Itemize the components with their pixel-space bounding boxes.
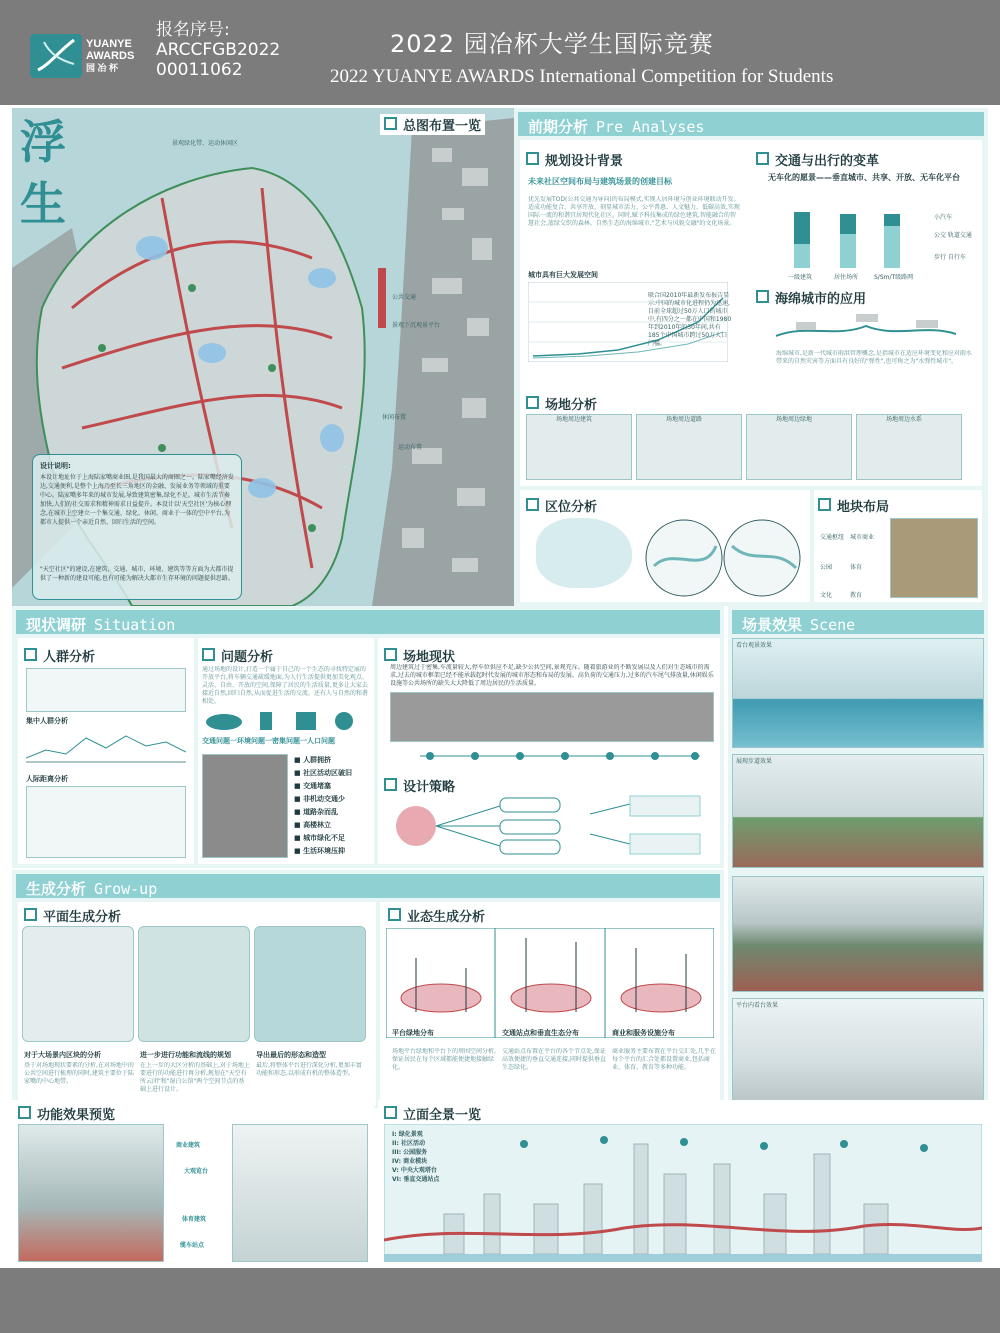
biz-gen-text: 交通站点布置在平台的各个节点处,保证高效便捷的垂直交通连接,同时提供垂直生态绿化。	[502, 1048, 606, 1071]
plan-gen-text: 基于对场地现状要素的分析,在对场地中的公共空间进行梳理的同时,建筑主要位于陆家嘴的中心地带。	[24, 1062, 134, 1085]
scene-image-3	[732, 876, 984, 992]
function-panel	[12, 1100, 374, 1266]
scene-caption: 展现步道效果	[736, 758, 773, 765]
problem-icons	[204, 708, 364, 732]
pre-analyses-panel	[514, 108, 988, 606]
title-cn: 2022 园冶杯大学生国际竞赛	[390, 30, 714, 58]
traffic-legend: 步行 自行车	[934, 254, 966, 261]
growth-title: 城市具有巨大发展空间	[528, 271, 598, 279]
site-plan-title: 总图布置一览	[380, 114, 485, 135]
biz-gen-text: 场地平台绿地和平台下的周围空间分析,保证居民在每个区域都能便捷地接触绿化。	[392, 1048, 496, 1071]
function-image-2	[232, 1124, 368, 1262]
situation-bar: 现状调研 Situation	[16, 610, 720, 634]
function-image-1	[18, 1124, 164, 1262]
design-note: 设计说明: 本设计地址位于上海陆家嘴商业圈,是我国最大的商圈之一。陆家嘴经济发达,交通便利,是整个上海乃至长三角地区的金融、发展业务等领域的重要中心。陆家嘴多年来的城市发展,导致建筑密集,绿化不足。城市生活节奏加快,人们的社交需求和精神需求日益提升。本设计以'天空社区'为核心理念,在城市上空建立一个集交通、绿化、休闲、商业于一体的空中平台,为都市人提供一个亲近自然、回归生活的空间。 "天空社区"的建设,在建筑、交通、城市、环境、建筑等等方面为大都市提供了一种新的建设可能,也有可能为解决大都市生存环境的问题提供思路。	[32, 454, 242, 600]
scene-image-1	[732, 638, 984, 748]
bg-subtitle: 未来社区空间布局与建筑场景的创建目标	[528, 177, 672, 186]
growth-text: 联合国2010年最新发布报告显示:中国的城市化进程仍为迅速,目前全球超过50万人口的城市中,有四分之一都在中国和1980年到2010年的30年间,共有185个中国城市跨过50万人口门槛。	[648, 292, 732, 347]
location-circles	[644, 516, 804, 600]
scene-bar: 场景效果 Scene	[732, 610, 984, 634]
biz-gen-title: 业态生成分析	[388, 906, 485, 925]
title-glyphs: 浮 生	[20, 115, 66, 231]
plan-gen-image-1	[22, 926, 134, 1042]
plan-gen-image-3	[254, 926, 366, 1042]
function-title: 功能效果预览	[18, 1104, 115, 1123]
site-caption: 场地周边道路	[666, 416, 703, 423]
traffic-bar-chart	[784, 208, 924, 276]
site-status-title: 场地现状	[384, 646, 455, 665]
crowd-title: 人群分析	[24, 646, 95, 665]
china-map	[536, 518, 632, 588]
strategy-title: 设计策略	[384, 776, 455, 795]
site-status-text: 周边建筑过于密集,车流量较大,停车位供应不足,缺少公共空间,景观充斥。随着旅游业的不断发展以及人们对生态城市的需求,过去的城市框架已经不能承载起时代发展的城市形态和布局的发展。高负荷的交通压力,过多的汽车尾气排放量,休闲娱乐设施等公共场所的缺失大大降低了周边居民的生活质量。	[390, 664, 714, 687]
crowd-diagram	[26, 668, 186, 712]
crowd-time-chart	[26, 728, 186, 768]
traffic-legend: 公交 轨道交通	[934, 232, 972, 239]
strategy-mindmap	[390, 794, 714, 858]
problem-title: 问题分析	[202, 646, 273, 665]
traffic-legend: 小汽车	[934, 214, 953, 221]
elevation-title: 立面全景一览	[384, 1104, 481, 1123]
plan-gen-caption: 对于大场景内区块的分析	[24, 1051, 101, 1059]
biz-gen-diagrams	[386, 928, 714, 1038]
scene-caption: 看台观景效果	[736, 642, 773, 649]
map-label: 运动布置	[398, 444, 423, 451]
distance-diagram	[26, 786, 186, 858]
logo-text: YUANYE AWARDS 园 冶 杯	[86, 38, 135, 73]
block-label: 交通枢纽	[820, 534, 845, 541]
map-label: 景观下沉观景平台	[392, 322, 441, 329]
bg-title: 规划设计背景	[526, 150, 623, 169]
block-label: 文化	[820, 592, 833, 599]
sponge-text: 海绵城市,是新一代城市雨洪管理概念,是指城市在适应环境变化和应对雨水带来的自然灾害等方面具有良好的"弹性",也可称之为"水弹性城市"。	[776, 350, 972, 365]
map-label: 景观绿化带、运动休闲区	[172, 140, 239, 147]
situation-panel	[12, 606, 724, 868]
pre-analyses-bar: 前期分析 Pre Analyses	[518, 112, 984, 136]
map-label: 休闲布置	[382, 414, 407, 421]
map-label: 公共交通	[392, 294, 417, 301]
plan-gen-title: 平面生成分析	[24, 906, 121, 925]
site-plan-panel	[12, 108, 514, 606]
block-label: 教育	[850, 592, 863, 599]
plan-gen-text: 在上一步的大区分析的基础上,对于场地上要进行的功能进行再分析,规划在"天空有所云闭"和"湿白公馆"两个空间节点的基础上进行设计。	[140, 1062, 250, 1093]
scene-panel	[728, 606, 988, 1108]
title-en: 2022 YUANYE AWARDS International Competition for Students	[330, 66, 834, 87]
footer	[0, 1268, 1000, 1333]
block-title: 地块布局	[818, 496, 889, 515]
plan-gen-caption: 进一步进行功能和流线的规划	[140, 1051, 231, 1059]
header	[0, 0, 1000, 105]
scene-caption: 平台内看台效果	[736, 1002, 779, 1009]
plan-gen-text: 最后,将整体平台进行深化分析,更加丰富功能和形态,以形成有机的整体造型。	[256, 1062, 362, 1077]
bg-text: 优先发展TOD(公共交通为导向)的布局模式,实现人居环境与创业环境联动开发。适成功能复合、共享开放、刻显城市活力、公平普惠、人文魅力、低碳高效,实现国际一流的和谐宜居现代化社区。同时,赋予科技集成的绿色建筑,智能融合的智慧社会,蓝绿交织的森林、自然生态的海绵城市,"艺术与风貌交融"的文化场景。	[528, 196, 740, 227]
function-label: 体育建筑	[182, 1216, 207, 1223]
logo-mark-icon	[30, 34, 82, 78]
biz-gen-caption: 商业和服务设施分布	[612, 1029, 675, 1037]
timeline	[420, 746, 700, 766]
scene-image-2	[732, 754, 984, 868]
function-label: 商业建筑	[176, 1142, 201, 1149]
site-caption: 场地周边绿地	[776, 416, 813, 423]
function-label: 大观览台	[184, 1168, 209, 1175]
grow-bar: 生成分析 Grow-up	[16, 874, 720, 898]
site-caption: 场地周边建筑	[556, 416, 593, 423]
traffic-bar-label: 一级建筑	[788, 274, 813, 281]
site-analysis-title: 场地分析	[526, 394, 597, 413]
plan-gen-image-2	[138, 926, 250, 1042]
problem-text: 通过场地的设计,打造一个属于自己的一个生态的寻找特定展的开放平台,将车辆交通疏缓地面,为人行生活提供更加美化观点、灵活、自由、开放的空间,保障了居民的生活质量,更多让大家去接近自然,回归自然,从而促进生活的交流。还有人与自然的和谐相处。	[202, 666, 368, 705]
location-title: 区位分析	[526, 496, 597, 515]
traffic-subtitle: 无车化的愿景——垂直城市、共享、开放、无车化平台	[768, 173, 960, 182]
problem-chain: 交通问题一环境问题一密集问题一人口问题	[202, 737, 335, 745]
elevation-legend: I: 绿化景观 II: 社区活动 III: 公园服务 IV: 商业模块 V: 中央大观塔台 VI: 垂直交通站点	[392, 1131, 440, 1183]
sponge-diagram	[776, 308, 956, 344]
block-label: 城市商业	[850, 534, 875, 541]
sponge-title: 海绵城市的应用	[756, 288, 866, 307]
crowd-sub2: 人际距离分析	[26, 775, 68, 783]
grow-panel	[12, 870, 724, 1108]
block-label: 公园	[820, 564, 833, 571]
problem-list: ■ 人群拥挤 ■ 社区活动区破旧 ■ 交通堵塞 ■ 非机动交通少 ■ 道路杂而乱 ■ 高楼林立 ■ 城市绿化不足 ■ 生活环境压抑	[294, 754, 352, 858]
traffic-title: 交通与出行的变革	[756, 150, 879, 169]
problem-photos	[202, 754, 288, 858]
crowd-sub1: 集中人群分析	[26, 717, 68, 725]
yuanye-logo	[30, 34, 82, 78]
biz-gen-caption: 交通站点和垂直生态分布	[502, 1029, 579, 1037]
block-label: 体育	[850, 564, 863, 571]
scene-image-4	[732, 998, 984, 1106]
traffic-bar-label: 居住场所	[834, 274, 859, 281]
elevation-panel	[378, 1100, 988, 1266]
site-status-photo	[390, 692, 714, 742]
function-label: 缆车站点	[180, 1242, 205, 1249]
plan-gen-caption: 导出最后的形态和造型	[256, 1051, 326, 1059]
biz-gen-text: 商业服务主要布置在平台交汇处,几乎在每个平台的汇合处都设置商业,包括商业、体育、教育等多种功能。	[612, 1048, 716, 1071]
registration-number: 报名序号: ARCCFGB2022 00011062	[156, 20, 281, 80]
elevation-drawing	[384, 1124, 982, 1262]
biz-gen-caption: 平台绿地分布	[392, 1029, 434, 1037]
traffic-bar-label: S/Sm/T级路网	[874, 274, 914, 281]
aerial-photo	[890, 518, 978, 598]
site-caption: 场地周边水系	[886, 416, 923, 423]
